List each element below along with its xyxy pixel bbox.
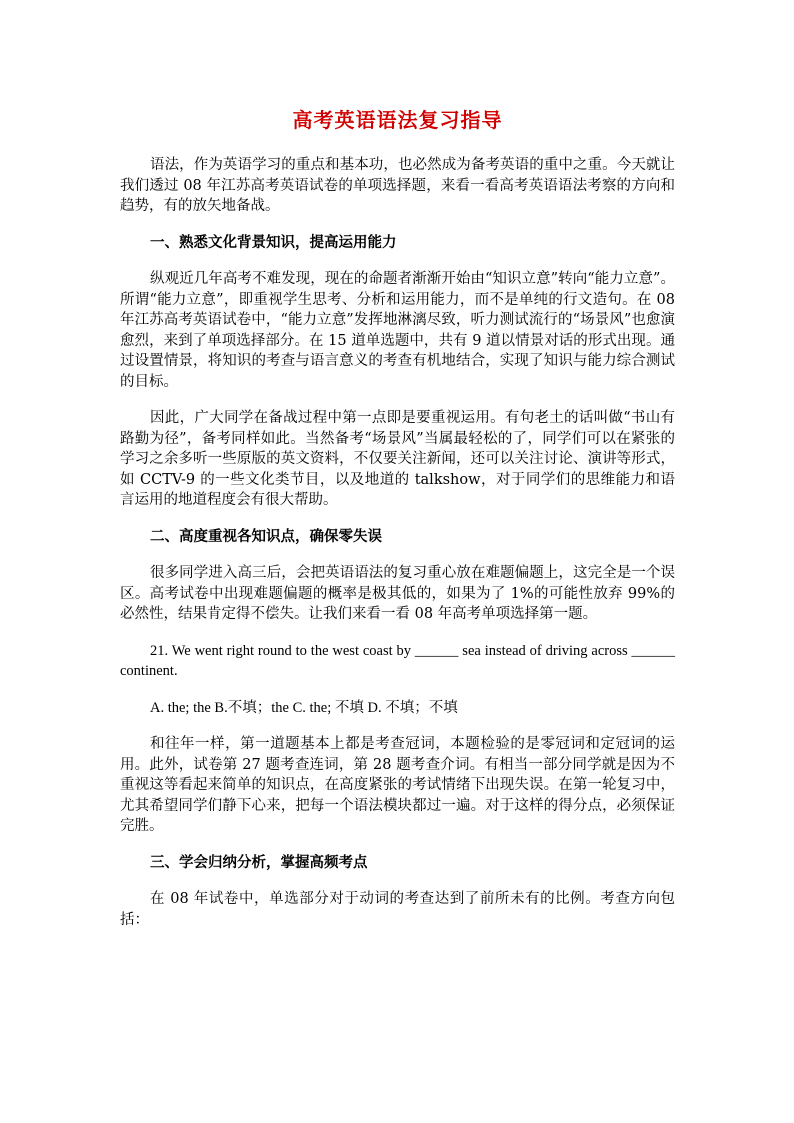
section-heading-1: 一、熟悉文化背景知识，提高运用能力 <box>150 233 397 251</box>
exam-question-options: A. the; the B.不填；the C. the; 不填 D. 不填；不填 <box>150 699 458 716</box>
section-heading-3: 三、学会归纳分析，掌握高频考点 <box>150 853 368 871</box>
intro-paragraph: 语法，作为英语学习的重点和基本功，也必然成为备考英语的重中之重。今天就让我们透过 08 年江苏高考英语试卷的单项选择题，来看一看高考英语语法考察的方向和趋势，有的放矢地备战。 <box>120 157 675 214</box>
document-title: 高考英语语法复习指导 <box>292 108 503 132</box>
section-3-paragraph-1: 在 08 年试卷中，单选部分对于动词的考查达到了前所未有的比例。考查方向包括： <box>120 891 675 928</box>
exam-question-21: 21. We went right round to the west coast by ______ sea instead of driving across ______ continent. <box>120 642 675 679</box>
section-heading-2: 二、高度重视各知识点，确保零失误 <box>150 527 382 545</box>
document-page <box>120 100 675 946</box>
section-1-paragraph-2: 因此，广大同学在备战过程中第一点即是要重视运用。有句老土的话叫做“书山有路勤为径”，备考同样如此。当然备考“场景风”当属最轻松的了，同学们可以在紧张的学习之余多听一些原版的英文资料，不仅要关注新闻，还可以关注讨论、演讲等形式，如 CCTV-9 的一些文化类节目，以及地道的 talkshow，对于同学们的思维能力和语言运用的地道程度会有很大帮助。 <box>120 410 675 508</box>
section-1-paragraph-1: 纵观近几年高考不难发现，现在的命题者渐渐开始由“知识立意”转向“能力立意”。所谓“能力立意”，即重视学生思考、分析和运用能力，而不是单纯的行文造句。在 08 年江苏高考英语试卷中，“能力立意”发挥地淋漓尽致，听力测试流行的“场景风”也愈演愈烈，来到了单项选择部分。在 15 道单选题中，共有 9 道以情景对话的形式出现。通过设置情景，将知识的考查与语言意义的考查有机地结合，实现了知识与能力综合测试的目标。 <box>120 271 675 390</box>
section-2-paragraph-2: 和往年一样，第一道题基本上都是考查冠词，本题检验的是零冠词和定冠词的运用。此外，试卷第 27 题考查连词，第 28 题考查介词。有相当一部分同学就是因为不重视这等看起来简单的知识点，在高度紧张的考试情绪下出现失误。在第一轮复习中，尤其希望同学们静下心来，把每一个语法模块都过一遍。对于这样的得分点，必须保证完胜。 <box>120 736 675 834</box>
section-2-paragraph-1: 很多同学进入高三后，会把英语语法的复习重心放在难题偏题上，这完全是一个误区。高考试卷中出现难题偏题的概率是极其低的，如果为了 1%的可能性放弃 99%的必然性，结果肯定得不偿失。让我们来看一看 08 年高考单项选择第一题。 <box>120 565 675 622</box>
